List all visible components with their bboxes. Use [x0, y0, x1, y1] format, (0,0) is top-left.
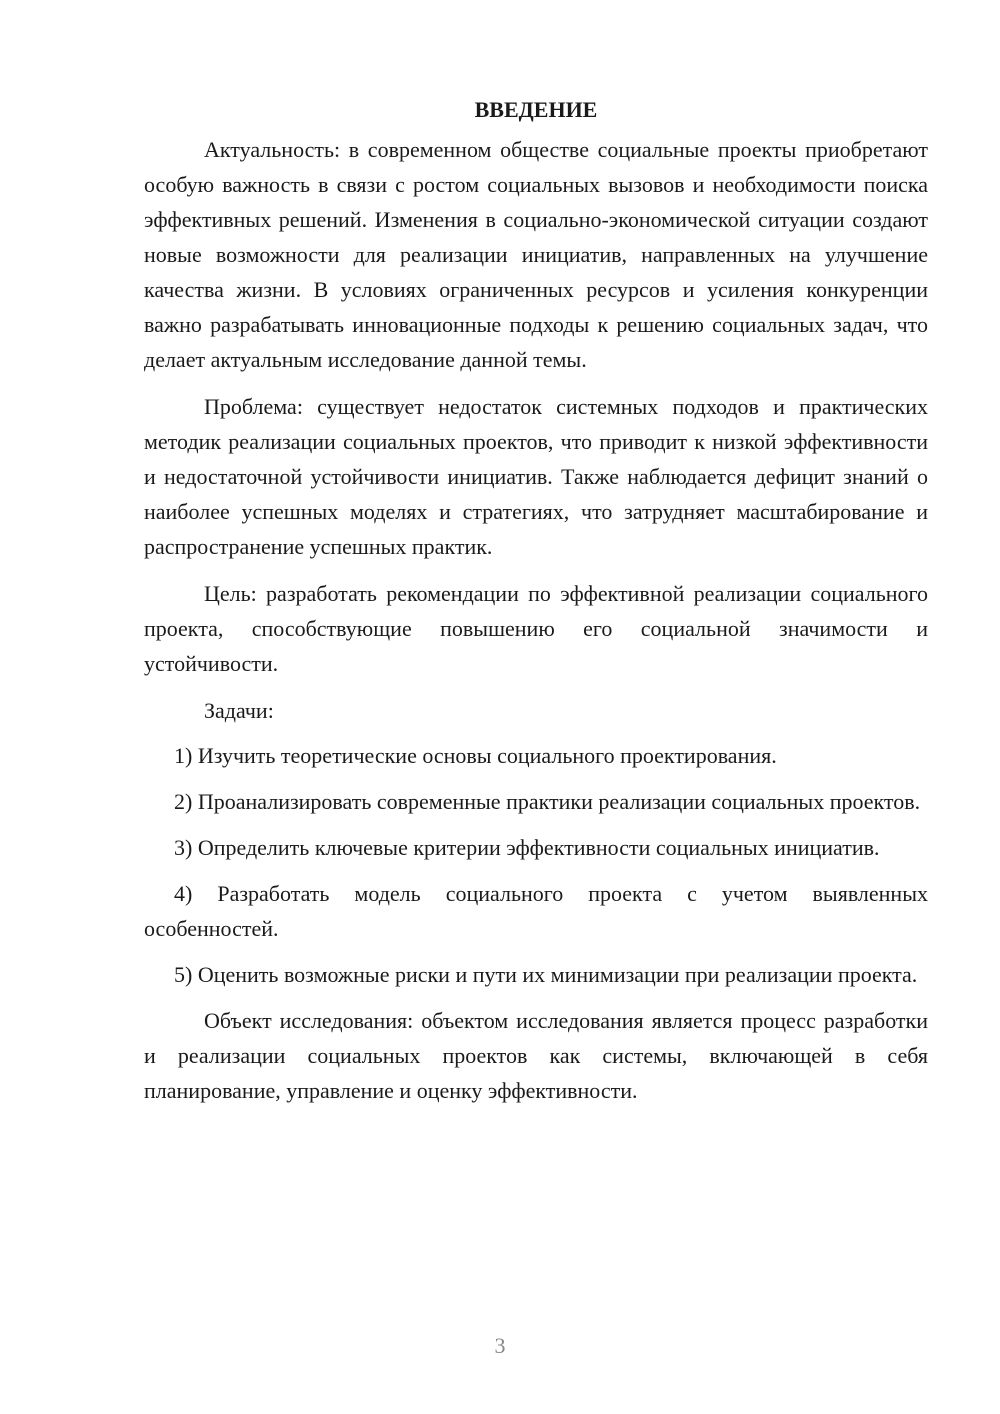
task-item-3: 3) Определить ключевые критерии эффективности социальных инициатив. [174, 835, 880, 860]
section-title: ВВЕДЕНИЕ [474, 97, 598, 122]
paragraph-goal: Цель: разработать рекомендации по эффективной реализации социального проекта, способствующие повышению его социальной значимости и устойчивости. [144, 581, 928, 676]
task-item-5: 5) Оценить возможные риски и пути их минимизации при реализации проекта. [174, 962, 918, 987]
task-item-4: 4) Разработать модель социального проекта с учетом выявленных особенностей. [144, 881, 928, 941]
tasks-heading: Задачи: [204, 698, 274, 723]
document-page [144, 92, 928, 1120]
paragraph-object: Объект исследования: объектом исследования является процесс разработки и реализации социальных проектов как системы, включающей в себя планирование, управление и оценку эффективности. [144, 1008, 928, 1103]
task-item-1: 1) Изучить теоретические основы социального проектирования. [174, 743, 777, 768]
paragraph-relevance: Актуальность: в современном обществе социальные проекты приобретают особую важность в связи с ростом социальных вызовов и необходимости поиска эффективных решений. Изменения в социально-экономической ситуации создают новые возможности для реализации инициатив, направленных на улучшение качества жизни. В условиях ограниченных ресурсов и усиления конкуренции важно разрабатывать инновационные подходы к решению социальных задач, что делает актуальным исследование данной темы. [144, 137, 928, 372]
task-item-2: 2) Проанализировать современные практики реализации социальных проектов. [174, 789, 921, 814]
page-number: 3 [494, 1333, 506, 1358]
paragraph-problem: Проблема: существует недостаток системных подходов и практических методик реализации социальных проектов, что приводит к низкой эффективности и недостаточной устойчивости инициатив. Также наблюдается дефицит знаний о наиболее успешных моделях и стратегиях, что затрудняет масштабирование и распространение успешных практик. [144, 394, 928, 559]
